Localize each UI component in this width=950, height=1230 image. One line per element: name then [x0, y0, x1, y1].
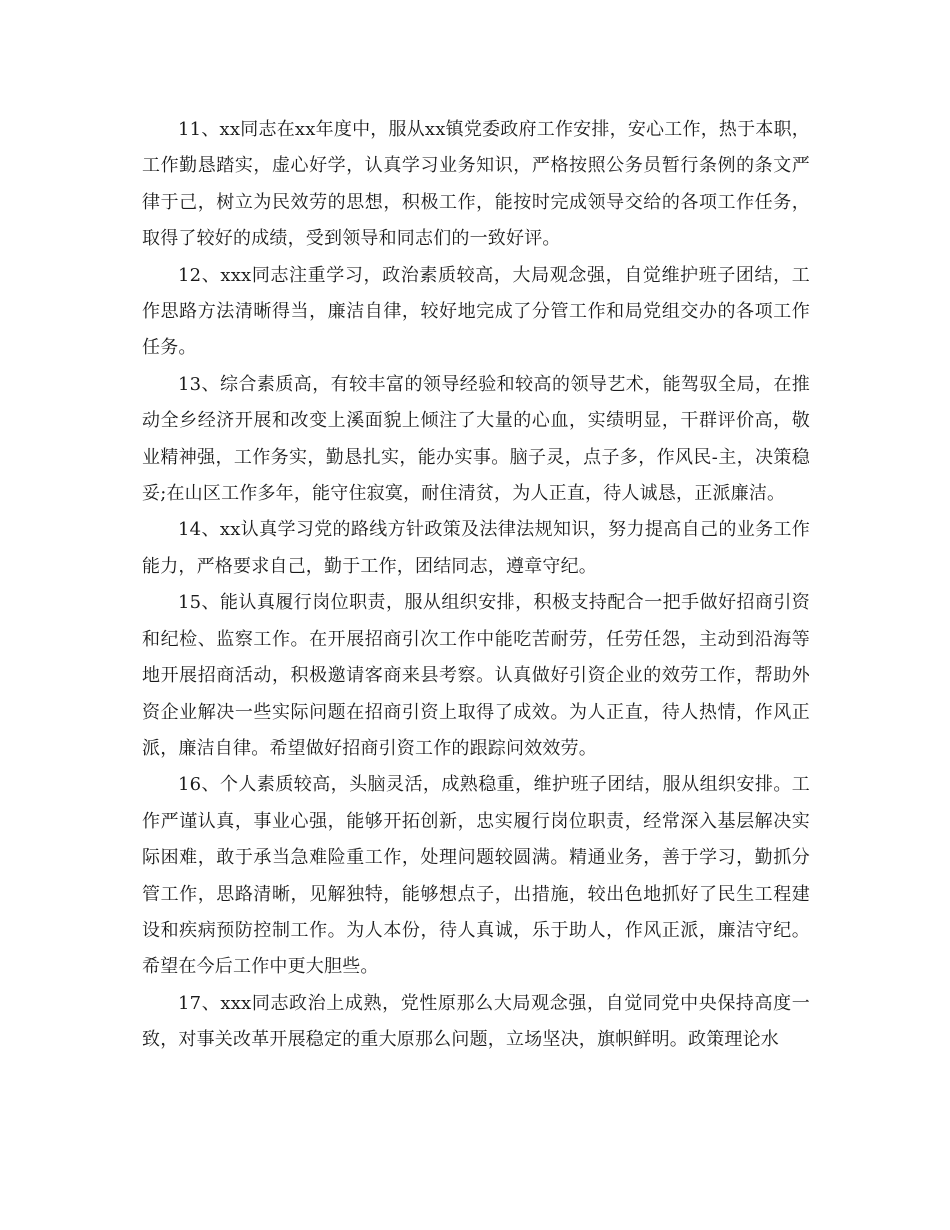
- document-body: [142, 112, 810, 1059]
- paragraph-15: 15、能认真履行岗位职责，服从组织安排，积极支持配合一把手做好招商引资和纪检、监察工作。在开展招商引次工作中能吃苦耐劳，任劳任怨，主动到沿海等地开展招商活动，积极邀请客商来县考察。认真做好引资企业的效劳工作，帮助外资企业解决一些实际问题在招商引资上取得了成效。为人正直，待人热情，作风正派，廉洁自律。希望做好招商引资工作的跟踪问效效劳。: [142, 592, 810, 759]
- paragraph-11: 11、xx同志在xx年度中，服从xx镇党委政府工作安排，安心工作，热于本职，工作勤恳踏实，虚心好学，认真学习业务知识，严格按照公务员暂行条例的条文严律于己，树立为民效劳的思想，积极工作，能按时完成领导交给的各项工作任务，取得了较好的成绩，受到领导和同志们的一致好评。: [142, 119, 810, 250]
- paragraph-16: 16、个人素质较高，头脑灵活，成熟稳重，维护班子团结，服从组织安排。工作严谨认真，事业心强，能够开拓创新，忠实履行岗位职责，经常深入基层解决实际困难，敢于承当急难险重工作，处理问题较圆满。精通业务，善于学习，勤抓分管工作，思路清晰，见解独特，能够想点子，出措施，较出色地抓好了民生工程建设和疾病预防控制工作。为人本份，待人真诚，乐于助人，作风正派，廉洁守纪。希望在今后工作中更大胆些。: [142, 774, 810, 978]
- paragraph-13: 13、综合素质高，有较丰富的领导经验和较高的领导艺术，能驾驭全局，在推动全乡经济开展和改变上溪面貌上倾注了大量的心血，实绩明显，干群评价高，敬业精神强，工作务实，勤恳扎实，能办实事。脑子灵，点子多，作风民-主，决策稳妥;在山区工作多年，能守住寂寞，耐住清贫，为人正直，待人诚恳，正派廉洁。: [142, 373, 810, 505]
- paragraph-14: 14、xx认真学习党的路线方针政策及法律法规知识，努力提高自己的业务工作能力，严格要求自己，勤于工作，团结同志，遵章守纪。: [142, 519, 810, 577]
- paragraph-17: 17、xxx同志政治上成熟，党性原那么大局观念强，自觉同党中央保持高度一致，对事关改革开展稳定的重大原那么问题，立场坚决，旗帜鲜明。政策理论水: [142, 992, 810, 1051]
- paragraph-12: 12、xxx同志注重学习，政治素质较高，大局观念强，自觉维护班子团结，工作思路方法清晰得当，廉洁自律，较好地完成了分管工作和局党组交办的各项工作任务。: [142, 264, 810, 359]
